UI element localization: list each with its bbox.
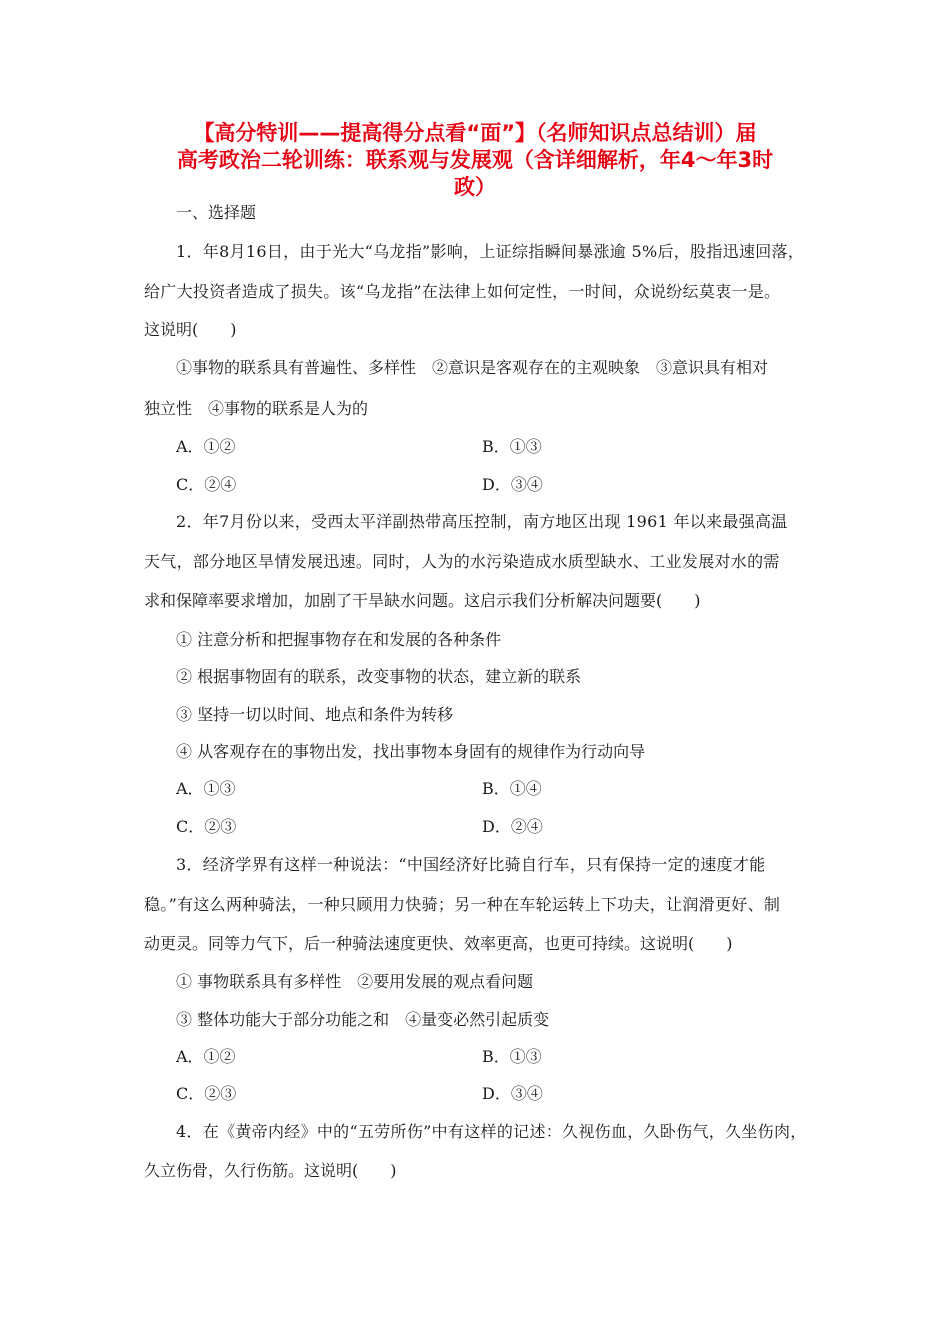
title-line-1: 【高分特训——提高得分点看“面”】（名师知识点总结训）届 <box>193 121 757 145</box>
question-3-option-d: D．③④ <box>482 1084 543 1103</box>
question-1-option-a: A．①② <box>176 437 236 456</box>
question-2-option-d: D．②④ <box>482 817 543 836</box>
question-2-option-a: A．①③ <box>176 779 236 798</box>
section-heading: 一、选择题 <box>176 203 257 222</box>
question-4-stem-line-2: 久立伤骨，久行伤筋。这说明( ) <box>144 1161 397 1180</box>
question-2-statement-line-2: ② 根据事物固有的联系，改变事物的状态，建立新的联系 <box>176 667 582 686</box>
question-2-stem-line-3: 求和保障率要求增加，加剧了干旱缺水问题。这启示我们分析解决问题要( ) <box>144 591 701 610</box>
question-1-statement-line-1: ①事物的联系具有普遍性、多样性 ②意识是客观存在的主观映象 ③意识具有相对 <box>176 358 769 377</box>
question-3-statement-line-1: ① 事物联系具有多样性 ②要用发展的观点看问题 <box>176 972 534 991</box>
title-line-2: 高考政治二轮训练：联系观与发展观（含详细解析，年4～年3时 <box>176 148 774 172</box>
question-3-option-a: A．①② <box>176 1047 236 1066</box>
question-2-statement-line-3: ③ 坚持一切以时间、地点和条件为转移 <box>176 705 454 724</box>
question-1-option-c: C．②④ <box>176 475 237 494</box>
question-2-option-b: B．①④ <box>482 779 542 798</box>
question-1-stem-line-3: 这说明( ) <box>144 320 237 339</box>
question-2-stem-line-2: 天气，部分地区旱情发展迅速。同时，人为的水污染造成水质型缺水、工业发展对水的需 <box>144 552 780 571</box>
question-3-stem-line-3: 动更灵。同等力气下，后一种骑法速度更快、效率更高，也更可持续。这说明( ) <box>144 934 733 953</box>
question-3-stem-line-1: 3．经济学界有这样一种说法：“中国经济好比骑自行车，只有保持一定的速度才能 <box>176 855 766 874</box>
question-2-option-c: C．②③ <box>176 817 237 836</box>
title-line-3: 政） <box>454 175 496 199</box>
question-3-option-c: C．②③ <box>176 1084 237 1103</box>
question-2-statement-line-1: ① 注意分析和把握事物存在和发展的各种条件 <box>176 630 502 649</box>
question-3-statement-line-2: ③ 整体功能大于部分功能之和 ④量变必然引起质变 <box>176 1010 550 1029</box>
question-3-stem-line-2: 稳。”有这么两种骑法，一种只顾用力快骑；另一种在车轮运转上下功夫，让润滑更好、制 <box>144 895 781 914</box>
question-1-option-d: D．③④ <box>482 475 543 494</box>
document-title <box>140 120 810 201</box>
question-1-stem-line-1: 1．年8月16日，由于光大“乌龙指”影响，上证综指瞬间暴涨逾 5%后，股指迅速回落， <box>176 242 805 261</box>
question-1-option-b: B．①③ <box>482 437 542 456</box>
question-2-statement-line-4: ④ 从客观存在的事物出发，找出事物本身固有的规律作为行动向导 <box>176 742 646 761</box>
question-2-stem-line-1: 2．年7月份以来，受西太平洋副热带高压控制，南方地区出现 1961 年以来最强高温 <box>176 512 788 531</box>
question-4-stem-line-1: 4．在《黄帝内经》中的“五劳所伤”中有这样的记述：久视伤血，久卧伤气，久坐伤肉， <box>176 1122 807 1141</box>
question-3-option-b: B．①③ <box>482 1047 542 1066</box>
question-1-stem-line-2: 给广大投资者造成了损失。该“乌龙指”在法律上如何定性，一时间，众说纷纭莫衷一是。 <box>144 282 781 301</box>
question-1-statement-line-2: 独立性 ④事物的联系是人为的 <box>144 399 369 418</box>
